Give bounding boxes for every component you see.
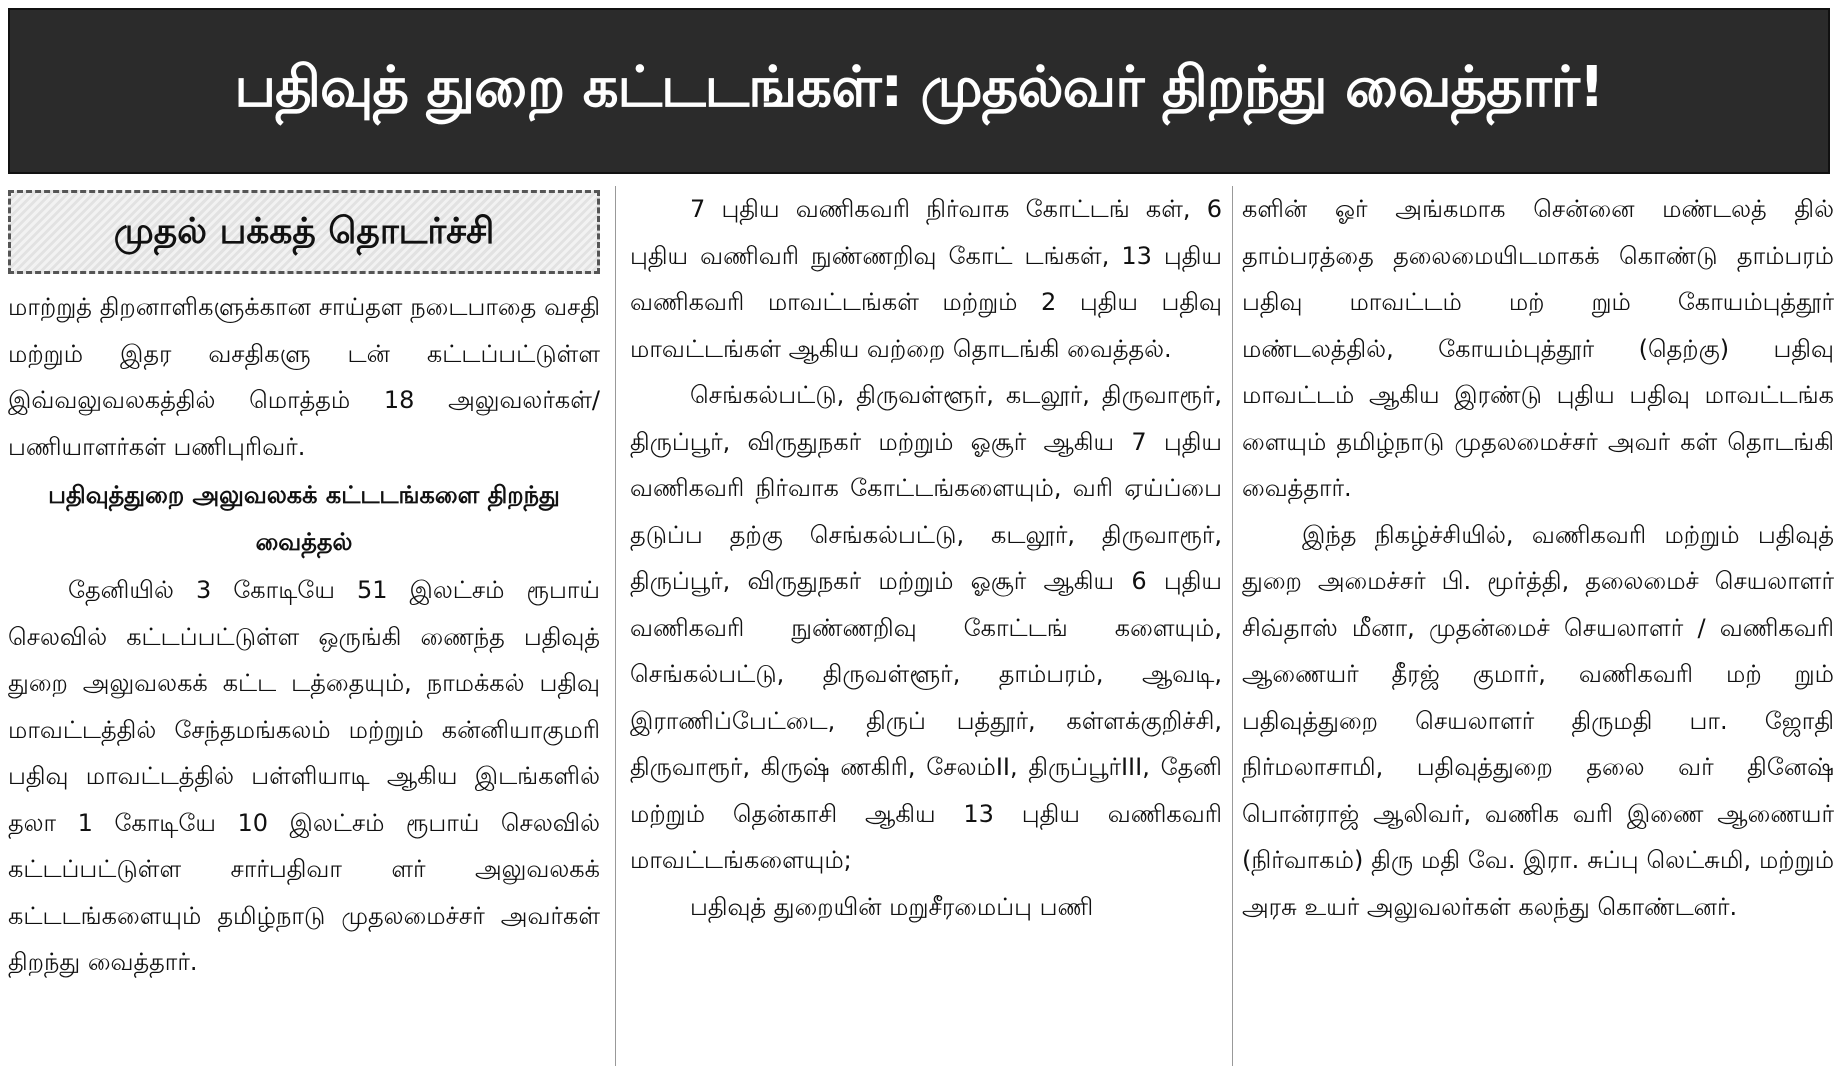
article-column-2 [630, 186, 1222, 1070]
paragraph: மாற்றுத் திறனாளிகளுக்கான சாய்தள நடைபாதை வசதி மற்றும் இதர வசதிகளு டன் கட்டப்பட்டுள்ள இவ்வலுவலகத்தில் மொத்தம் 18 அலுவலர்கள்/பணியாளர்கள் பணிபுரிவர். [8, 293, 600, 461]
subheading: பதிவுத்துறை அலுவலகக் கட்டடங்களை திறந்து வைத்தல் [48, 481, 560, 556]
paragraph: பதிவுத் துறையின் மறுசீரமைப்பு பணி [690, 892, 1094, 921]
paragraph: களின் ஓர் அங்கமாக சென்னை மண்டலத் தில் தாம்பரத்தை தலைமையிடமாகக் கொண்டு தாம்பரம் பதிவு மாவட்டம் மற் றும் கோயம்புத்தூர் மண்டலத்தில், கோயம்புத்தூர் (தெற்கு) பதிவு மாவட்டம் ஆகிய இரண்டு புதிய பதிவு மாவட்டங்க ளையும் தமிழ்நாடு முதலமைச்சர் அவர் கள் தொடங்கி வைத்தார். [1242, 195, 1834, 502]
paragraph: தேனியில் 3 கோடியே 51 இலட்சம் ரூபாய் செலவில் கட்டப்பட்டுள்ள ஒருங்கி ணைந்த பதிவுத் துறை அலுவலகக் கட்ட டத்தையும், நாமக்கல் பதிவு மாவட்டத்தில் சேந்தமங்கலம் மற்றும் கன்னியாகுமரி பதிவு மாவட்டத்தில் பள்ளியாடி ஆகிய இடங்களில் தலா 1 கோடியே 10 இலட்சம் ரூபாய் செலவில் கட்டப்பட்டுள்ள சார்பதிவா ளர் அலுவலகக் கட்டடங்களையும் தமிழ்நாடு முதலமைச்சர் அவர்கள் திறந்து வைத்தார். [8, 576, 600, 976]
continued-label: முதல் பக்கத் தொடர்ச்சி [113, 210, 495, 252]
continued-from-front-page-box [8, 190, 600, 274]
paragraph: செங்கல்பட்டு, திருவள்ளூர், கடலூர், திருவாரூர், திருப்பூர், விருதுநகர் மற்றும் ஓசூர் ஆகிய 7 புதிய வணிகவரி நிர்வாக கோட்டங்களையும், வரி ஏய்ப்பை தடுப்ப தற்கு செங்கல்பட்டு, கடலூர், திருவாரூர், திருப்பூர், விருதுநகர் மற்றும் ஓசூர் ஆகிய 6 புதிய வணிகவரி நுண்ணறிவு கோட்டங் களையும், செங்கல்பட்டு, திருவள்ளூர், தாம்பரம், ஆவடி, இராணிப்பேட்டை, திருப் பத்தூர், கள்ளக்குறிச்சி, திருவாரூர், கிருஷ் ணகிரி, சேலம்II, திருப்பூர்III, தேனி மற்றும் தென்காசி ஆகிய 13 புதிய வணிகவரி மாவட்டங்களையும்; [630, 381, 1222, 874]
column-divider [615, 186, 616, 1066]
article-column-1 [8, 186, 600, 1070]
column-divider [1232, 186, 1233, 1066]
paragraph: 7 புதிய வணிகவரி நிர்வாக கோட்டங் கள், 6 புதிய வணிவரி நுண்ணறிவு கோட் டங்கள், 13 புதிய வணிகவரி மாவட்டங்கள் மற்றும் 2 புதிய பதிவு மாவட்டங்கள் ஆகிய வற்றை தொடங்கி வைத்தல். [630, 195, 1222, 363]
article-column-3 [1242, 186, 1834, 1070]
headline-banner [8, 8, 1830, 174]
paragraph: இந்த நிகழ்ச்சியில், வணிகவரி மற்றும் பதிவுத் துறை அமைச்சர் பி. மூர்த்தி, தலைமைச் செயலாளர் சிவ்தாஸ் மீனா, முதன்மைச் செயலாளர் / வணிகவரி ஆணையர் தீரஜ் குமார், வணிகவரி மற் றும் பதிவுத்துறை செயலாளர் திருமதி பா. ஜோதி நிர்மலாசாமி, பதிவுத்துறை தலை வர் தினேஷ் பொன்ராஜ் ஆலிவர், வணிக வரி இணை ஆணையர் (நிர்வாகம்) திரு மதி வே. இரா. சுப்பு லெட்சுமி, மற்றும் அரசு உயர் அலுவலர்கள் கலந்து கொண்டனர். [1242, 520, 1834, 921]
headline: பதிவுத் துறை கட்டடங்கள்: முதல்வர் திறந்து வைத்தார்! [234, 55, 1604, 120]
